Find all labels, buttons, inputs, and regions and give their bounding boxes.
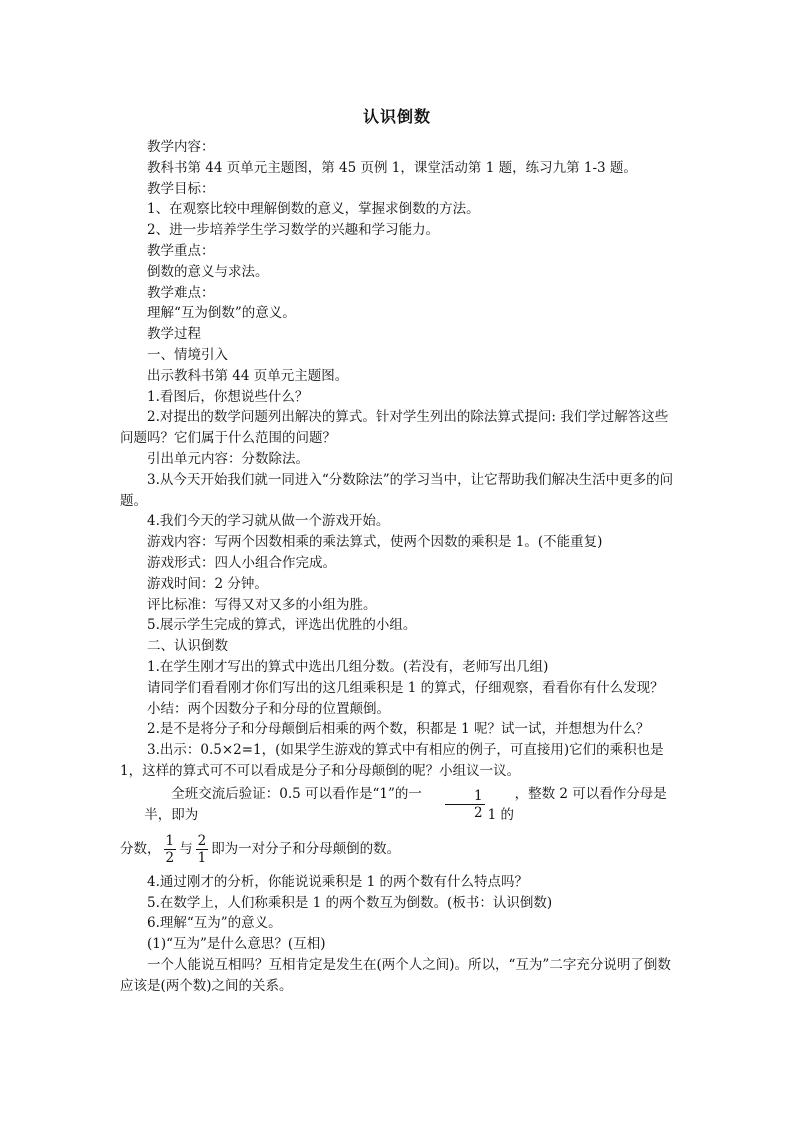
document-title: 认识倒数 [362,107,431,126]
paragraph: 引出单元内容：分数除法。 [147,450,309,467]
fraction-denominator: 2 [474,805,483,822]
paragraph: 1.在学生刚才写出的算式中选出几组分数。(若没有，老师写出几组) [147,658,549,675]
paragraph: 5.在数学上，人们称乘积是 1 的两个数互为倒数。(板书：认识倒数) [147,894,553,911]
verification-line-2 [120,828,676,872]
paragraph: 2.对提出的数学问题列出解决的算式。针对学生列出的除法算式提问: 我们学过解答这些问题吗？它们属于什么范围的问题？ [120,409,669,447]
paragraph: (1)“互为”是什么意思？(互相) [147,936,326,953]
paragraph: 出示教科书第 44 页单元主题图。 [147,367,349,384]
paragraph: 教学难点： [147,284,215,301]
paragraph: 理解“互为倒数”的意义。 [147,305,296,322]
verification-line [120,782,676,828]
fraction-denominator: 1 [197,850,207,867]
paragraph: 评比标准：写得又对又多的小组为胜。 [147,596,377,613]
paragraph: 教学过程 [147,326,201,343]
paragraph: 3.从今天开始我们就一同进入“分数除法”的学习当中，让它帮助我们解决生活中更多的问题。 [120,471,674,509]
fraction-numerator: 2 [197,833,207,850]
paragraph: 二、认识倒数 [147,638,228,655]
fraction-numerator: 1 [165,833,175,850]
paragraph: 小结：两个因数分子和分母的位置颠倒。 [147,700,390,717]
paragraph: 一、情境引入 [147,346,228,363]
paragraph: 倒数的意义与求法。 [147,263,269,280]
verification-line2-end: 即为一对分子和分母颠倒的数。 [211,841,401,858]
paragraph: 教科书第 44 页单元主题图，第 45 页例 1，课堂活动第 1 题，练习九第 1-3 题。 [147,159,637,176]
paragraph: 4.我们今天的学习就从做一个游戏开始。 [147,513,390,530]
verification-text-end: ，整数 2 可以看作分母是 1 的 [487,785,667,823]
fraction-one-half [445,788,485,821]
paragraph: 5.展示学生完成的算式，评选出优胜的小组。 [147,617,417,634]
fraction-numerator: 1 [445,788,485,805]
paragraph: 1.看图后，你想说些什么？ [147,388,309,405]
paragraph: 6.理解“互为”的意义。 [147,915,282,932]
fraction-denominator: 2 [165,850,175,867]
paragraph: 教学内容： [147,139,215,155]
paragraph: 2.是不是将分子和分母颠倒后相乘的两个数，积都是 1 呢？试一试，并想想为什么？ [147,721,650,738]
paragraph: 2、进一步培养学生学习数学的兴趣和学习能力。 [147,222,440,239]
verification-line2-start: 分数， [120,841,161,858]
verification-text-start: 全班交流后验证：0.5 可以看作是“1”的一半，即为 [144,785,422,823]
paragraph: 1、在观察比较中理解倒数的意义，掌握求倒数的方法。 [147,201,480,218]
paragraph: 教学重点： [147,242,215,259]
paragraph: 游戏形式：四人小组合作完成。 [147,554,336,571]
paragraph: 3.出示：0.5×2=1，(如果学生游戏的算式中有相应的例子，可直接用)它们的乘积也是 1，这样的算式可不可以看成是分子和分母颠倒的呢？小组议一议。 [120,742,664,779]
paragraph: 请同学们看看刚才你们写出的这几组乘积是 1 的算式，仔细观察，看看你有什么发现？ [147,679,664,696]
fraction-two-over-one [196,833,209,866]
paragraph: 教学目标： [147,180,215,197]
paragraph: 游戏时间：2 分钟。 [147,575,268,592]
paragraph: 游戏内容：写两个因数相乘的乘法算式，使两个因数的乘积是 1。(不能重复) [147,534,603,551]
paragraph: 一个人能说互相吗？互相肯定是发生在(两个人之间)。所以，“互为”二字充分说明了倒数应该是(两个数)之间的关系。 [120,956,671,994]
conjunction-text: 与 [179,841,193,858]
paragraph: 4.通过刚才的分析，你能说说乘积是 1 的两个数有什么特点吗？ [147,873,529,890]
fraction-one-half [164,833,177,866]
document-body [120,137,676,996]
